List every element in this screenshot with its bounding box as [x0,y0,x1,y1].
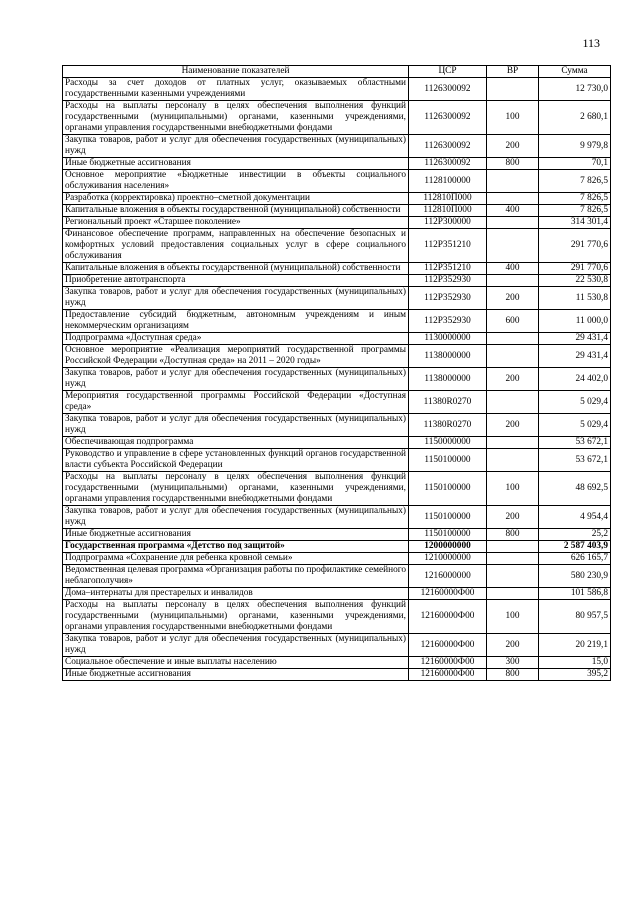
cell-vr: 800 [487,158,539,170]
cell-sum: 29 431,4 [539,333,611,345]
table-row [63,588,611,600]
cell-sum: 29 431,4 [539,345,611,368]
cell-sum: 53 672,1 [539,437,611,449]
cell-code: 12160000Ф00 [409,588,487,600]
cell-vr: 800 [487,669,539,681]
cell-sum: 4 954,4 [539,506,611,529]
table-row [63,229,611,263]
cell-vr [487,588,539,600]
cell-name: Руководство и управление в сфере установленных функций органов государственной власти субъекта Российской Федерации [63,449,409,472]
cell-name: Иные бюджетные ассигнования [63,669,409,681]
table-row [63,345,611,368]
cell-vr [487,345,539,368]
cell-name: Обеспечивающая подпрограмма [63,437,409,449]
cell-vr [487,193,539,205]
cell-name: Предоставление субсидий бюджетным, автономным учреждениям и иным некоммерческим организациям [63,310,409,333]
cell-name: Закупка товаров, работ и услуг для обеспечения государственных (муниципальных) нужд [63,506,409,529]
cell-name: Приобретение автотранспорта [63,275,409,287]
cell-vr: 200 [487,634,539,657]
cell-vr: 200 [487,414,539,437]
budget-table [62,65,611,681]
cell-sum: 101 586,8 [539,588,611,600]
page-number: 113 [582,36,600,50]
table-row [63,170,611,193]
cell-code: 112P351210 [409,229,487,263]
cell-code: 12160000Ф00 [409,600,487,634]
cell-name: Разработка (корректировка) проектно–сметной документации [63,193,409,205]
cell-vr: 200 [487,506,539,529]
cell-code: 112P352930 [409,310,487,333]
cell-sum: 11 530,8 [539,287,611,310]
cell-name: Ведомственная целевая программа «Организация работы по профилактике семейного неблагополучия» [63,565,409,588]
cell-name: Расходы на выплаты персоналу в целях обеспечения выполнения функций государственными (муниципальными) органами, казенными учреждениями, органами управления государственными внебюджетными фондами [63,600,409,634]
cell-sum: 314 301,4 [539,217,611,229]
cell-name: Иные бюджетные ассигнования [63,158,409,170]
cell-vr [487,229,539,263]
cell-name: Закупка товаров, работ и услуг для обеспечения государственных (муниципальных) нужд [63,634,409,657]
cell-vr [487,553,539,565]
cell-name: Социальное обеспечение и иные выплаты населению [63,657,409,669]
cell-vr: 200 [487,368,539,391]
cell-name: Расходы на выплаты персоналу в целях обеспечения выполнения функций государственными (муниципальными) органами, казенными учреждениями, органами управления государственными внебюджетными фондами [63,101,409,135]
cell-vr: 400 [487,205,539,217]
cell-code: 11380R0270 [409,414,487,437]
table-row [63,217,611,229]
cell-name: Государственная программа «Детство под защитой» [63,541,409,553]
cell-code: 1150100000 [409,506,487,529]
cell-code: 1200000000 [409,541,487,553]
cell-code: 1130000000 [409,333,487,345]
cell-sum: 2 587 403,9 [539,541,611,553]
cell-vr: 100 [487,600,539,634]
table-row [63,529,611,541]
cell-code: 1150000000 [409,437,487,449]
cell-sum: 11 000,0 [539,310,611,333]
table-row [63,205,611,217]
cell-code: 1126300092 [409,78,487,101]
cell-vr: 100 [487,101,539,135]
table-row [63,669,611,681]
cell-code: 112810П000 [409,193,487,205]
cell-code: 11380R0270 [409,391,487,414]
header-vr: ВР [487,66,539,78]
table-row [63,506,611,529]
cell-code: 112P352930 [409,275,487,287]
cell-vr [487,565,539,588]
cell-code: 1150100000 [409,472,487,506]
cell-vr: 200 [487,287,539,310]
cell-name: Закупка товаров, работ и услуг для обеспечения государственных (муниципальных) нужд [63,135,409,158]
cell-vr: 300 [487,657,539,669]
cell-name: Иные бюджетные ассигнования [63,529,409,541]
table-row [63,101,611,135]
cell-sum: 48 692,5 [539,472,611,506]
table-row [63,657,611,669]
cell-sum: 24 402,0 [539,368,611,391]
cell-vr [487,391,539,414]
table-row [63,634,611,657]
cell-name: Расходы за счет доходов от платных услуг, оказываемых областными государственными казенными учреждениями [63,78,409,101]
cell-name: Закупка товаров, работ и услуг для обеспечения государственных (муниципальных) нужд [63,414,409,437]
table-row [63,600,611,634]
cell-name: Капитальные вложения в объекты государственной (муниципальной) собственности [63,263,409,275]
cell-sum: 25,2 [539,529,611,541]
cell-name: Мероприятия государственной программы Российской Федерации «Доступная среда» [63,391,409,414]
cell-sum: 7 826,5 [539,205,611,217]
cell-vr [487,78,539,101]
cell-vr [487,170,539,193]
cell-vr: 400 [487,263,539,275]
cell-vr [487,275,539,287]
cell-sum: 12 730,0 [539,78,611,101]
table-row [63,472,611,506]
table-row [63,310,611,333]
cell-sum: 5 029,4 [539,414,611,437]
table-row [63,287,611,310]
table-row [63,437,611,449]
cell-name: Закупка товаров, работ и услуг для обеспечения государственных (муниципальных) нужд [63,368,409,391]
cell-vr [487,437,539,449]
cell-code: 1216000000 [409,565,487,588]
cell-code: 1138000000 [409,368,487,391]
header-name: Наименование показателей [63,66,409,78]
cell-code: 112P300000 [409,217,487,229]
cell-sum: 9 979,8 [539,135,611,158]
cell-code: 1126300092 [409,158,487,170]
cell-code: 1138000000 [409,345,487,368]
cell-sum: 291 770,6 [539,229,611,263]
cell-code: 1126300092 [409,135,487,158]
table-row [63,78,611,101]
cell-name: Капитальные вложения в объекты государственной (муниципальной) собственности [63,205,409,217]
cell-code: 12160000Ф00 [409,657,487,669]
table-row [63,135,611,158]
cell-name: Региональный проект «Старшее поколение» [63,217,409,229]
cell-code: 1128100000 [409,170,487,193]
cell-code: 112P351210 [409,263,487,275]
table-row [63,541,611,553]
cell-sum: 53 672,1 [539,449,611,472]
cell-sum: 22 530,8 [539,275,611,287]
cell-sum: 70,1 [539,158,611,170]
cell-code: 112810П000 [409,205,487,217]
cell-sum: 20 219,1 [539,634,611,657]
cell-sum: 7 826,5 [539,170,611,193]
cell-sum: 626 165,7 [539,553,611,565]
cell-name: Основное мероприятие «Бюджетные инвестиции в объекты социального обслуживания населения» [63,170,409,193]
table-body [63,78,611,681]
cell-name: Подпрограмма «Сохранение для ребенка кровной семьи» [63,553,409,565]
cell-code: 12160000Ф00 [409,634,487,657]
cell-sum: 80 957,5 [539,600,611,634]
table-row [63,275,611,287]
table-row [63,391,611,414]
table-row [63,263,611,275]
cell-sum: 395,2 [539,669,611,681]
table-row [63,333,611,345]
table-row [63,193,611,205]
cell-code: 1150100000 [409,449,487,472]
cell-vr: 600 [487,310,539,333]
cell-code: 12160000Ф00 [409,669,487,681]
cell-sum: 7 826,5 [539,193,611,205]
cell-code: 112P352930 [409,287,487,310]
cell-name: Закупка товаров, работ и услуг для обеспечения государственных (муниципальных) нужд [63,287,409,310]
cell-name: Расходы на выплаты персоналу в целях обеспечения выполнения функций государственными (муниципальными) органами, казенными учреждениями, органами управления государственными внебюджетными фондами [63,472,409,506]
cell-vr [487,449,539,472]
cell-vr [487,541,539,553]
table-row [63,158,611,170]
cell-sum: 580 230,9 [539,565,611,588]
cell-vr: 800 [487,529,539,541]
cell-sum: 2 680,1 [539,101,611,135]
table-row [63,449,611,472]
cell-name: Дома–интернаты для престарелых и инвалидов [63,588,409,600]
cell-code: 1126300092 [409,101,487,135]
cell-vr [487,217,539,229]
header-code: ЦСР [409,66,487,78]
cell-sum: 15,0 [539,657,611,669]
cell-name: Финансовое обеспечение программ, направленных на обеспечение безопасных и комфортных условий предоставления социальных услуг в сфере социального обслуживания [63,229,409,263]
cell-vr: 100 [487,472,539,506]
cell-sum: 5 029,4 [539,391,611,414]
cell-vr: 200 [487,135,539,158]
cell-code: 1210000000 [409,553,487,565]
cell-vr [487,333,539,345]
table-row [63,368,611,391]
cell-name: Подпрограмма «Доступная среда» [63,333,409,345]
table-row [63,414,611,437]
cell-sum: 291 770,6 [539,263,611,275]
table-row [63,553,611,565]
header-sum: Сумма [539,66,611,78]
cell-code: 1150100000 [409,529,487,541]
table-header-row [63,66,611,78]
table-row [63,565,611,588]
cell-name: Основное мероприятие «Реализация мероприятий государственной программы Российской Федерации «Доступная среда» на 2011 – 2020 годы» [63,345,409,368]
